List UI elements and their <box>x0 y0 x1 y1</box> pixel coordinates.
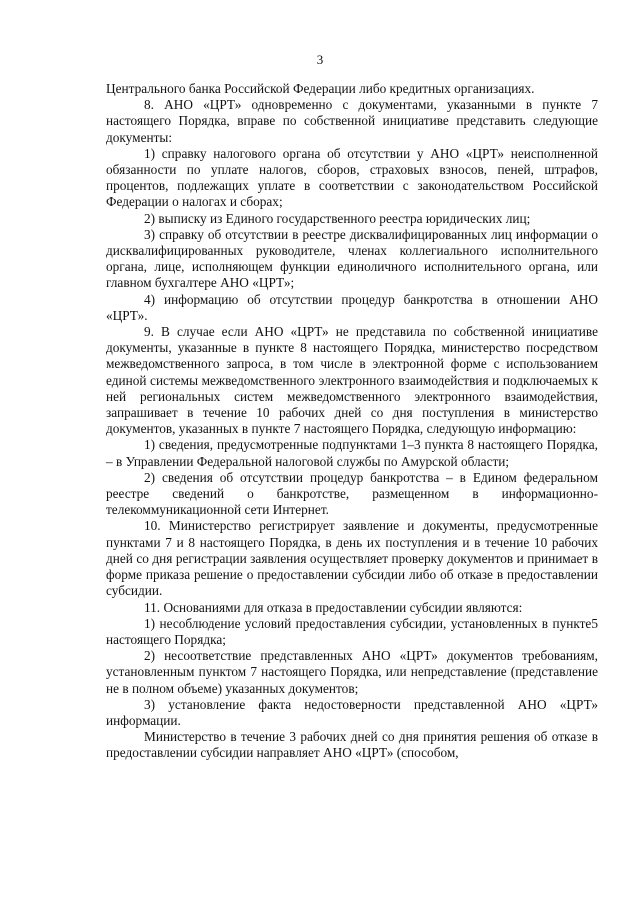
paragraph: 2) несоответствие представленных АНО «ЦРТ» документов требованиям, установленным пунктом 7 настоящего Порядка, или непредставление (представление не в полном объеме) указанных документов; <box>106 648 598 696</box>
paragraph: 1) справку налогового органа об отсутствии у АНО «ЦРТ» неисполненной обязанности по уплате налогов, сборов, страховых взносов, пеней, штрафов, процентов, подлежащих уплате в соответствии с законодательством Российской Федерации о налогах и сборах; <box>106 145 598 210</box>
paragraph: 2) сведения об отсутствии процедур банкротства – в Едином федеральном реестре сведений о банкротстве, размещенном в информационно-телекоммуникационной сети Интернет. <box>106 469 598 518</box>
paragraph: 10. Министерство регистрирует заявление и документы, предусмотренные пунктами 7 и 8 настоящего Порядка, в день их поступления и в течение 10 рабочих дней со дня регистрации заявления осуществляет проверку документов и принимает в форме приказа решение о предоставлении субсидии либо об отказе в предоставлении субсидии. <box>106 518 598 599</box>
paragraph: 2) выписку из Единого государственного реестра юридических лиц; <box>144 210 531 226</box>
paragraph: 3) справку об отсутствии в реестре дисквалифицированных лиц информации о дисквалифицированных руководителе, членах коллегиального исполнительного органа, лице, исполняющем функции единоличного исполнительного органа, или главном бухгалтере АНО «ЦРТ»; <box>106 226 598 291</box>
paragraph: 8. АНО «ЦРТ» одновременно с документами, указанными в пункте 7 настоящего Порядка, вправе по собственной инициативе представить следующие документы: <box>106 97 598 145</box>
paragraph: 3) установление факта недостоверности представленной АНО «ЦРТ» информации. <box>106 696 598 728</box>
paragraph: Министерство в течение 3 рабочих дней со дня принятия решения об отказе в предоставлении субсидии направляет АНО «ЦРТ» (способом, <box>106 729 598 761</box>
paragraph: 9. В случае если АНО «ЦРТ» не представила по собственной инициативе документы, указанные в пункте 8 настоящего Порядка, министерство посредством межведомственного запроса, в том числе в электронной форме с использованием единой системы межведомственного электронного взаимодействия и подключаемых к ней региональных систем межведомственного электронного взаимодействия, запрашивает в течение 10 рабочих дней со дня поступления в министерство документов, указанных в пункте 7 настоящего Порядка, следующую информацию: <box>106 324 598 437</box>
paragraph: 1) несоблюдение условий предоставления субсидии, установленных в пункте5 настоящего Порядка; <box>106 615 598 647</box>
paragraph: 11. Основаниями для отказа в предоставлении субсидии являются: <box>144 599 523 615</box>
paragraph: 4) информацию об отсутствии процедур банкротства в отношении АНО «ЦРТ». <box>106 291 598 323</box>
document-body <box>106 81 598 762</box>
page-number: 3 <box>316 52 324 67</box>
paragraph: 1) сведения, предусмотренные подпунктами 1–3 пункта 8 настоящего Порядка, – в Управлении Федеральной налоговой службы по Амурской области; <box>106 437 598 469</box>
paragraph: Центрального банка Российской Федерации либо кредитных организациях. <box>106 81 535 96</box>
